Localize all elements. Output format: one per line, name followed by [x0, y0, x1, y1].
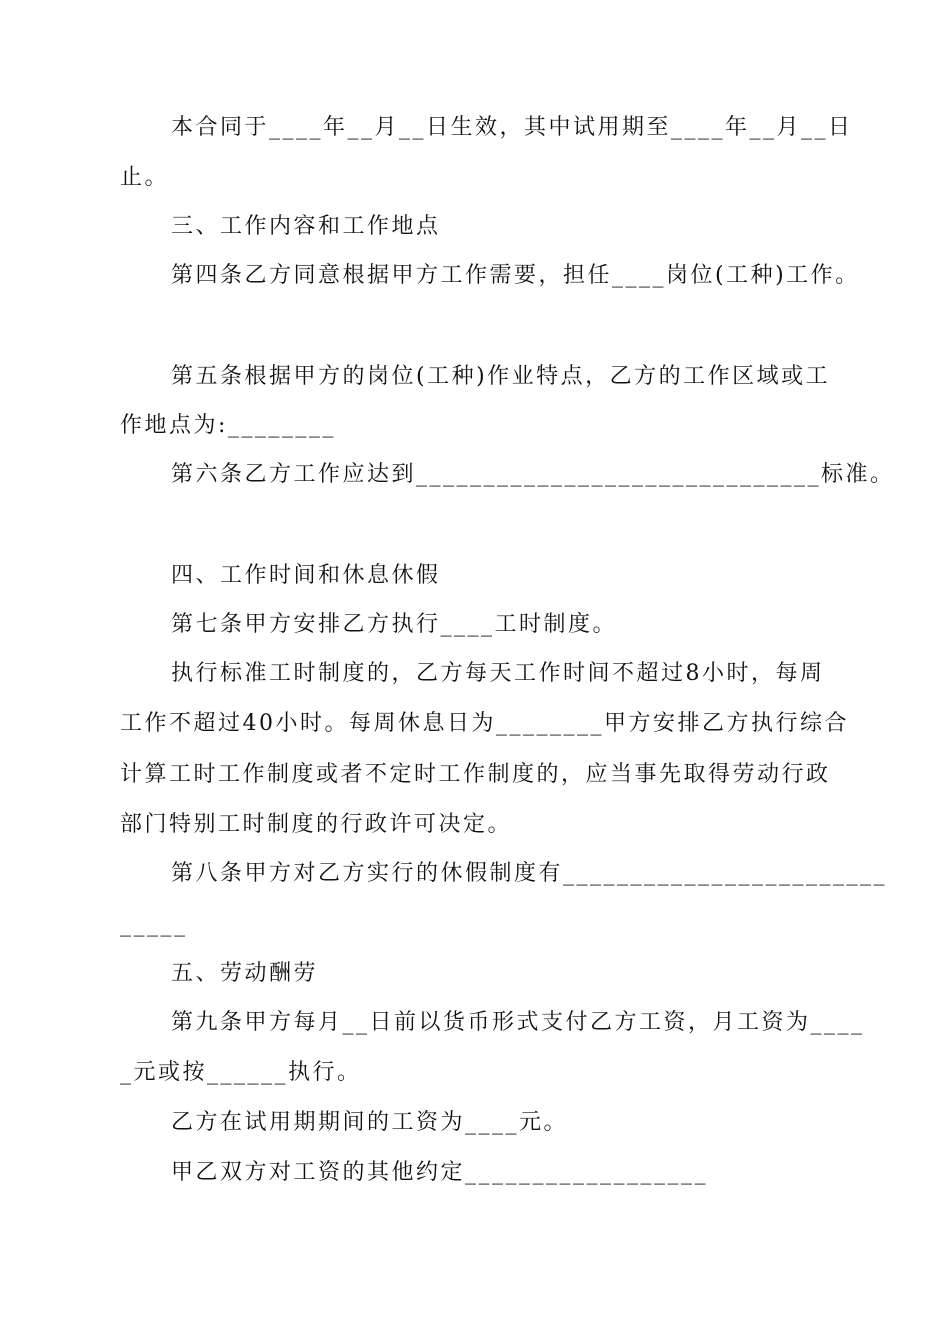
- article-4: 第四条乙方同意根据甲方工作需要，担任____岗位(工种)工作。: [171, 263, 860, 288]
- article-9: 第九条甲方每月__日前以货币形式支付乙方工资，月工资为____: [171, 1010, 865, 1035]
- article-5: 第五条根据甲方的岗位(工种)作业特点，乙方的工作区域或工: [171, 364, 831, 389]
- paragraph-standard-hours: 执行标准工时制度的，乙方每天工作时间不超过8小时，每周: [171, 661, 825, 686]
- paragraph-standard-hours-cont-3: 部门特别工时制度的行政许可决定。: [120, 812, 513, 837]
- section-heading-5: 五、劳动酬劳: [171, 961, 319, 986]
- article-8: 第八条甲方对乙方实行的休假制度有________________________: [171, 861, 888, 886]
- paragraph-standard-hours-cont-2: 计算工时工作制度或者不定时工作制度的，应当事先取得劳动行政: [120, 762, 831, 787]
- paragraph-probation-salary: 乙方在试用期期间的工资为____元。: [171, 1110, 569, 1135]
- article-9-cont: _元或按______执行。: [120, 1060, 362, 1085]
- paragraph-effective-date-cont: 止。: [120, 165, 170, 190]
- paragraph-other-salary-terms: 甲乙双方对工资的其他约定__________________: [171, 1160, 709, 1185]
- article-7: 第七条甲方安排乙方执行____工时制度。: [171, 612, 618, 637]
- article-8-cont: _____: [120, 912, 188, 937]
- section-heading-4: 四、工作时间和休息休假: [171, 563, 441, 588]
- article-6: 第六条乙方工作应达到______________________________标准。: [171, 462, 895, 487]
- paragraph-standard-hours-cont-1: 工作不超过40小时。每周休息日为________甲方安排乙方执行综合: [120, 711, 849, 736]
- section-heading-3: 三、工作内容和工作地点: [171, 214, 441, 239]
- paragraph-effective-date: 本合同于____年__月__日生效，其中试用期至____年__月__日: [171, 115, 853, 140]
- article-5-cont: 作地点为:________: [120, 413, 336, 438]
